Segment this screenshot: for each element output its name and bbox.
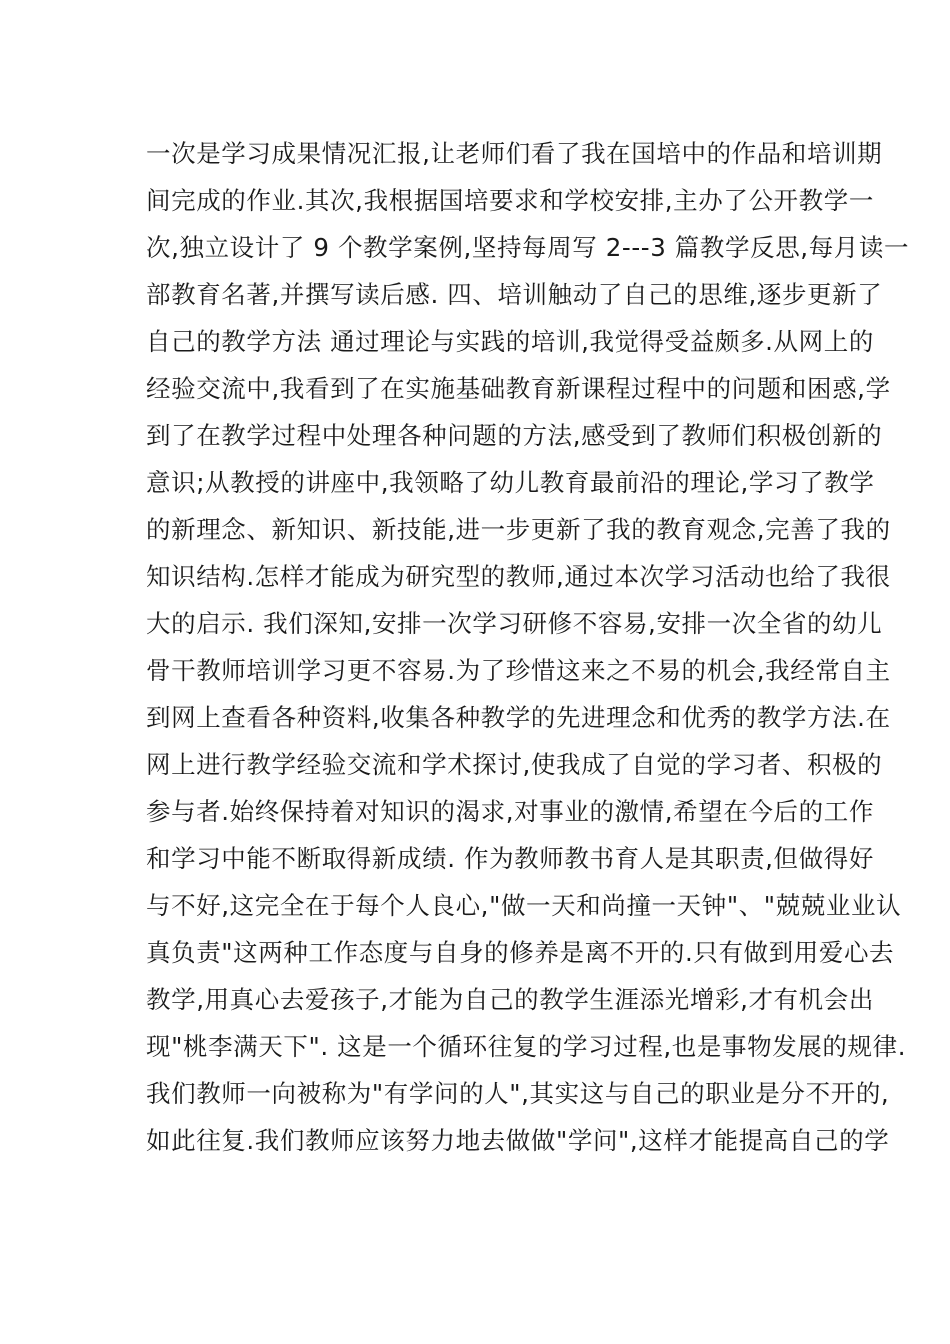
text-line: 如此往复.我们教师应该努力地去做做"学问",这样才能提高自己的学 bbox=[146, 1126, 890, 1155]
text-line: 自己的教学方法 通过理论与实践的培训,我觉得受益颇多.从网上的 bbox=[146, 327, 874, 356]
text-line: 真负责"这两种工作态度与自身的修养是离不开的.只有做到用爱心去 bbox=[146, 938, 895, 967]
body-text bbox=[146, 130, 910, 1164]
text-line: 一次是学习成果情况汇报,让老师们看了我在国培中的作品和培训期 bbox=[146, 139, 883, 168]
text-line: 到网上查看各种资料,收集各种教学的先进理念和优秀的教学方法.在 bbox=[146, 703, 891, 732]
text-line: 知识结构.怎样才能成为研究型的教师,通过本次学习活动也给了我很 bbox=[146, 562, 891, 591]
text-line: 的新理念、新知识、新技能,进一步更新了我的教育观念,完善了我的 bbox=[146, 515, 891, 544]
text-line: 我们教师一向被称为"有学问的人",其实这与自己的职业是分不开的, bbox=[146, 1079, 890, 1108]
text-line: 参与者.始终保持着对知识的渴求,对事业的激情,希望在今后的工作 bbox=[146, 797, 874, 826]
text-line: 部教育名著,并撰写读后感. 四、培训触动了自己的思维,逐步更新了 bbox=[146, 280, 883, 309]
text-line: 教学,用真心去爱孩子,才能为自己的教学生涯添光增彩,才有机会出 bbox=[146, 985, 874, 1014]
text-line: 次,独立设计了 9 个教学案例,坚持每周写 2---3 篇教学反思,每月读一 bbox=[146, 233, 910, 262]
text-line: 骨干教师培训学习更不容易.为了珍惜这来之不易的机会,我经常自主 bbox=[146, 656, 891, 685]
text-line: 现"桃李满天下". 这是一个循环往复的学习过程,也是事物发展的规律. bbox=[146, 1032, 907, 1061]
text-line: 意识;从教授的讲座中,我领略了幼儿教育最前沿的理论,学习了教学 bbox=[146, 468, 875, 497]
text-line: 到了在教学过程中处理各种问题的方法,感受到了教师们积极创新的 bbox=[146, 421, 883, 450]
text-line: 和学习中能不断取得新成绩. 作为教师教书育人是其职责,但做得好 bbox=[146, 844, 874, 873]
text-line: 与不好,这完全在于每个人良心,"做一天和尚撞一天钟"、"兢兢业业认 bbox=[146, 891, 902, 920]
text-line: 间完成的作业.其次,我根据国培要求和学校安排,主办了公开教学一 bbox=[146, 186, 874, 215]
text-line: 大的启示. 我们深知,安排一次学习研修不容易,安排一次全省的幼儿 bbox=[146, 609, 883, 638]
text-line: 经验交流中,我看到了在实施基础教育新课程过程中的问题和困惑,学 bbox=[146, 374, 891, 403]
text-line: 网上进行教学经验交流和学术探讨,使我成了自觉的学习者、积极的 bbox=[146, 750, 883, 779]
